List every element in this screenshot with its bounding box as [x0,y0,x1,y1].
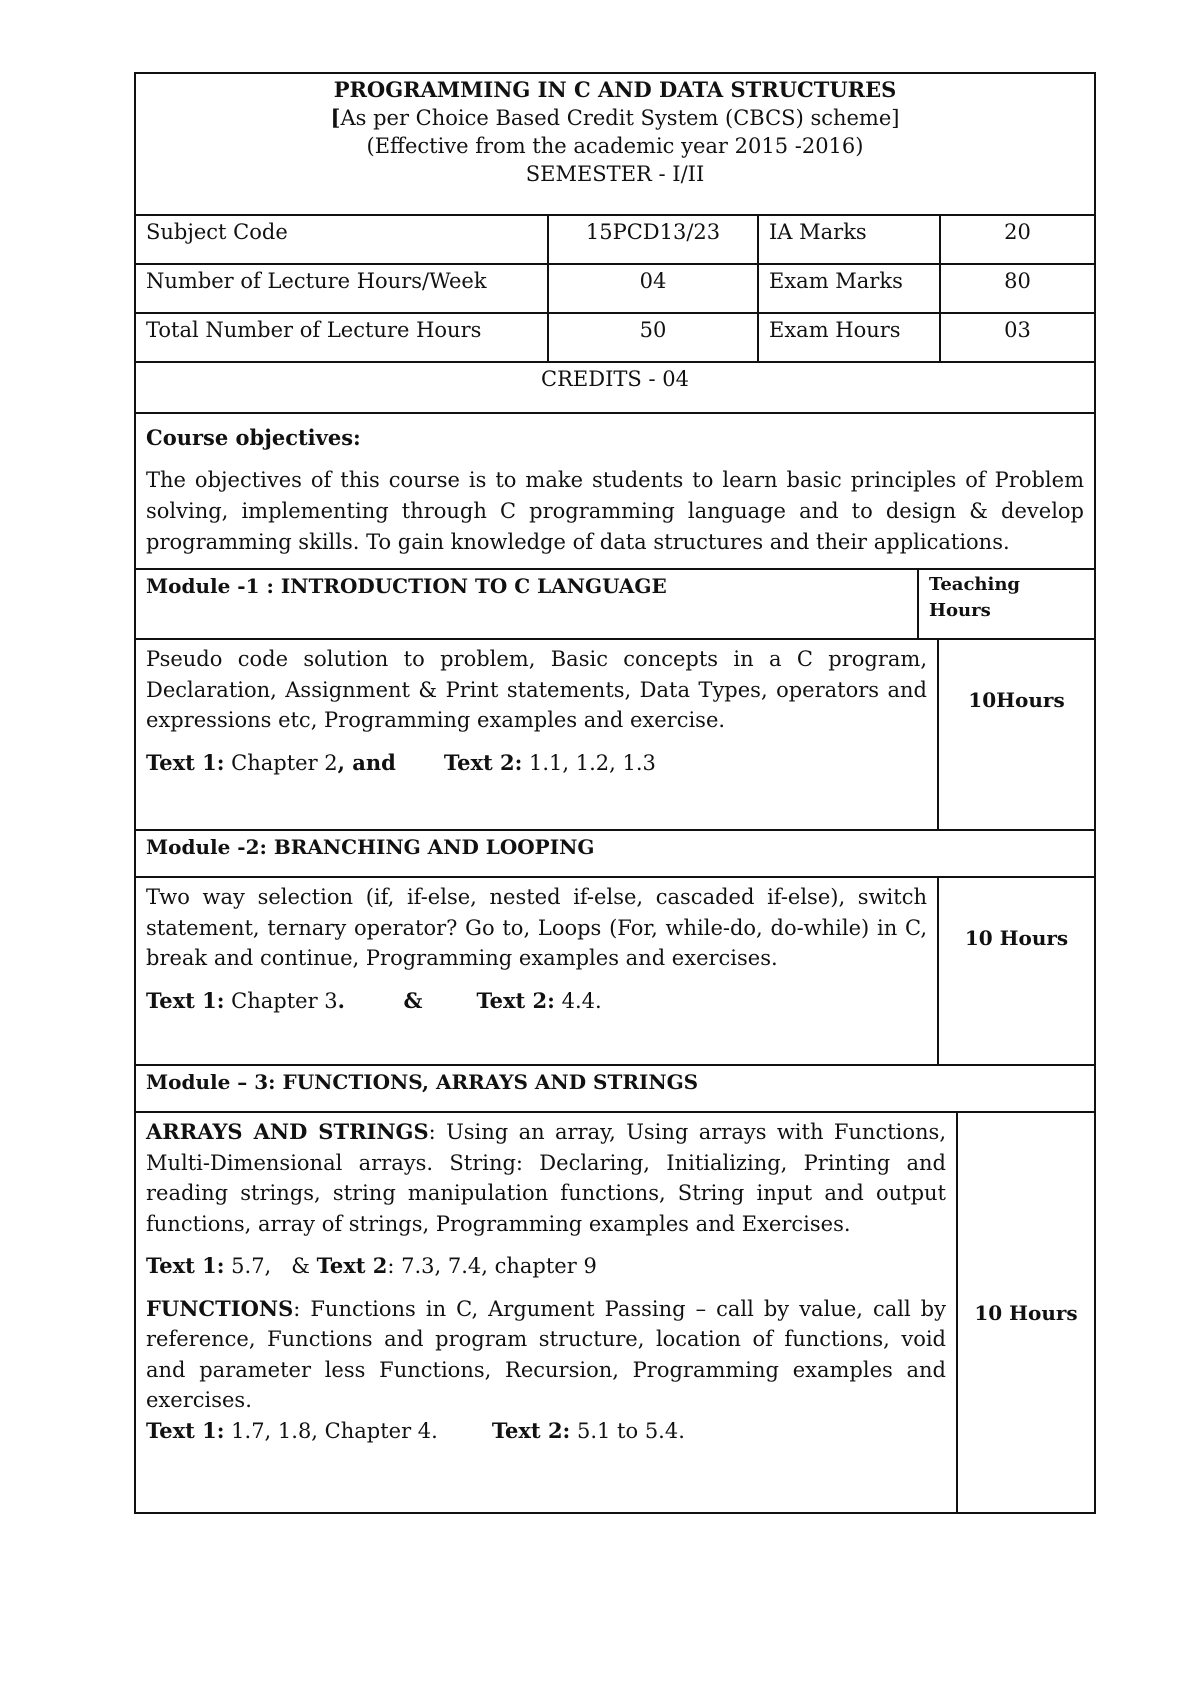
effective-line: (Effective from the academic year 2015 -2016) [366,134,864,158]
module3-body-row [134,1113,1096,1514]
semester-line: SEMESTER - I/II [525,162,705,186]
ref1-text: 5.7, & [224,1254,317,1278]
objectives-text: The objectives of this course is to make students to learn basic principles of Problem solving, implementing through C programming language and to design & develop programming skills. To gain knowledge of data structures and their applications. [146,468,1084,554]
ref1-label: Text 1: [146,1253,225,1278]
functions-text: : Functions in C, Argument Passing – call by value, call by reference, Functions and program structure, location of functions, void and parameter less Functions, Recursion, Programming examples and exercises. [146,1296,946,1412]
module1-header-row [134,570,1096,640]
text2-ref: 1.1, 1.2, 1.3 [522,750,656,775]
functions-reference [146,1416,946,1447]
module2-title: Module -2: BRANCHING AND LOOPING [146,835,595,859]
text1-label: Text 1: [146,749,225,775]
info-label: Total Number of Lecture Hours [136,314,549,361]
module1-title: Module -1 : INTRODUCTION TO C LANGUAGE [136,570,919,638]
ref2-text: 1.7, 1.8, Chapter 4. [224,1418,438,1443]
module3-title: Module – 3: FUNCTIONS, ARRAYS AND STRINGS [146,1070,699,1094]
info-value-2: 20 [1004,220,1031,244]
info-row [134,216,1096,265]
credits-text: CREDITS - 04 [541,367,689,391]
module2-content-cell [136,878,939,1064]
text1-ref: Chapter 3 [224,988,338,1013]
info-row [134,314,1096,363]
info-label-2: Exam Marks [759,265,941,312]
module3-hours: 10 Hours [974,1300,1078,1325]
module1-body-row [134,640,1096,831]
text1-ref: Chapter 2 [224,750,338,775]
scheme-line [136,104,1094,132]
and-word: , and [337,749,396,775]
scheme-text: As per Choice Based Credit System (CBCS) scheme] [340,106,900,130]
module1-content-cell [136,640,939,829]
text2-label: Text 2: [443,749,523,775]
arrays-paragraph [146,1117,946,1239]
functions-label: FUNCTIONS [146,1295,294,1321]
module2-content: Two way selection (if, if-else, nested if-else, cascaded if-else), switch statement, ternary operator? Go to, Loops (For, while-do, do-while) in C, break and continue, Programming examples and exercises. [146,885,927,970]
info-label: Number of Lecture Hours/Week [136,265,549,312]
ref2-text-2: 5.1 to 5.4. [570,1418,685,1443]
info-value-2: 03 [1004,318,1031,342]
course-title: PROGRAMMING IN C AND DATA STRUCTURES [333,77,897,102]
arrays-reference [146,1251,946,1282]
arrays-label: ARRAYS AND STRINGS [146,1119,429,1144]
module2-hours: 10 Hours [964,926,1069,950]
text2-label: Text 2: [476,987,555,1013]
module1-text-reference [146,748,927,779]
scheme-bracket: [ [330,105,341,130]
info-label-2: IA Marks [759,216,941,263]
ref2-label-2: Text 2: [491,1417,571,1443]
module1-hours: 10Hours [968,688,1065,712]
teaching-hours-label: Teaching Hours [929,574,1021,621]
module3-header-row [134,1066,1096,1113]
info-value: 04 [549,265,759,312]
module3-content-cell [136,1113,958,1512]
arrays-text: : Using an array, Using arrays with Functions, Multi-Dimensional arrays. String: Declaring, Initializing, Printing and reading strings, string manipulation functions, String input and output functions, array of strings, Programming examples and Exercises. [146,1120,946,1236]
info-value-2: 80 [1004,269,1031,293]
amp-word: . & [337,987,423,1013]
credits-row [134,363,1096,414]
text1-label: Text 1: [146,987,225,1013]
info-value: 15PCD13/23 [549,216,759,263]
syllabus-page [134,72,1096,1514]
objectives-heading: Course objectives: [146,425,361,450]
module2-body-row [134,878,1096,1066]
module1-content: Pseudo code solution to problem, Basic concepts in a C program, Declaration, Assignment & Print statements, Data Types, operators and expressions etc, Programming examples and exercise. [146,647,927,732]
module2-header-row [134,831,1096,878]
text2-ref: 4.4. [554,988,602,1013]
info-row [134,265,1096,314]
ref1-text-2: : 7.3, 7.4, chapter 9 [387,1254,597,1278]
info-label: Subject Code [136,216,549,263]
course-header [134,72,1096,216]
functions-paragraph [146,1294,946,1416]
objectives-cell [136,414,1094,568]
ref2-label: Text 1: [146,1417,225,1443]
module2-text-reference [146,986,927,1017]
objectives-row [134,414,1096,570]
ref1-label-2: Text 2 [316,1253,388,1278]
info-label-2: Exam Hours [759,314,941,361]
info-value: 50 [549,314,759,361]
